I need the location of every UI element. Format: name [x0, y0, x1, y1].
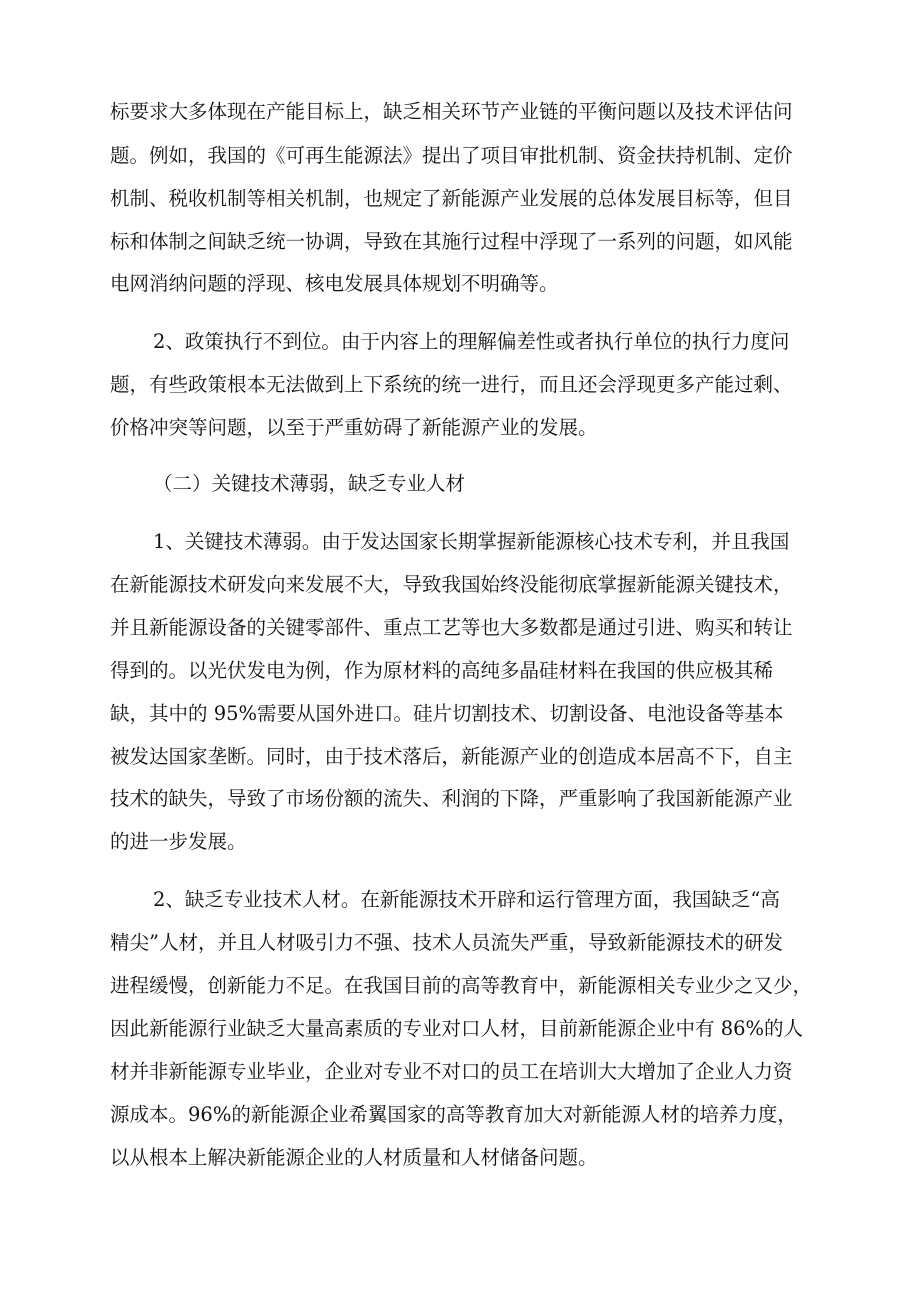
text-line: 机制、税收机制等相关机制，也规定了新能源产业发展的总体发展目标等，但目 — [110, 187, 793, 210]
text-line: 源成本。96%的新能源企业希翼国家的高等教育加大对新能源人材的培养力度， — [110, 1103, 797, 1126]
text-line: 精尖”人材，并且人材吸引力不强、技术人员流失严重，导致新能源技术的研发 — [110, 931, 783, 954]
text-line: 材并非新能源专业毕业，企业对专业不对口的员工在培训大大增加了企业人力资 — [110, 1060, 793, 1083]
text-line: 被发达国家垄断。同时，由于技术落后，新能源产业的创造成本居高不下，自主 — [110, 745, 793, 768]
section-heading: （二）关键技术薄弱，缺乏专业人材 — [153, 472, 466, 495]
text-line: 价格冲突等问题，以至于严重妨碍了新能源产业的发展。 — [110, 416, 598, 439]
text-line: 在新能源技术研发向来发展不大，导致我国始终没能彻底掌握新能源关键技术， — [110, 573, 793, 596]
text-line: 标和体制之间缺乏统一协调，导致在其施行过程中浮现了一系列的问题，如风能 — [110, 230, 793, 253]
text-line: 电网消纳问题的浮现、核电发展具体规划不明确等。 — [110, 272, 559, 295]
text-line: 缺，其中的 95%需要从国外进口。硅片切割技术、切割设备、电池设备等基本 — [110, 702, 784, 725]
text-line: 标要求大多体现在产能目标上，缺乏相关环节产业链的平衡问题以及技术评估问 — [110, 100, 793, 123]
text-line: 因此新能源行业缺乏大量高素质的专业对口人材，目前新能源企业中有 86%的人 — [110, 1017, 804, 1040]
text-line: 2、缺乏专业技术人材。在新能源技术开辟和运行管理方面，我国缺乏“高 — [153, 888, 780, 911]
text-line: 2、政策执行不到位。由于内容上的理解偏差性或者执行单位的执行力度问 — [153, 330, 790, 353]
text-line: 进程缓慢，创新能力不足。在我国目前的高等教育中，新能源相关专业少之又少， — [110, 974, 813, 997]
text-line: 题，有些政策根本无法做到上下系统的统一进行，而且还会浮现更多产能过剩、 — [110, 373, 793, 396]
text-line: 的进一步发展。 — [110, 830, 247, 853]
text-line: 1、关键技术薄弱。由于发达国家长期掌握新能源核心技术专利，并且我国 — [153, 530, 790, 553]
text-line: 并且新能源设备的关键零部件、重点工艺等也大多数都是通过引进、购买和转让 — [110, 616, 793, 639]
text-line: 技术的缺失，导致了市场份额的流失、利润的下降，严重影响了我国新能源产业 — [110, 787, 793, 810]
text-line: 题。例如，我国的《可再生能源法》提出了项目审批机制、资金扶持机制、定价 — [110, 144, 793, 167]
text-line: 得到的。以光伏发电为例，作为原材料的高纯多晶硅材料在我国的供应极其稀 — [110, 659, 774, 682]
text-line: 以从根本上解决新能源企业的人材质量和人材储备问题。 — [110, 1146, 598, 1169]
